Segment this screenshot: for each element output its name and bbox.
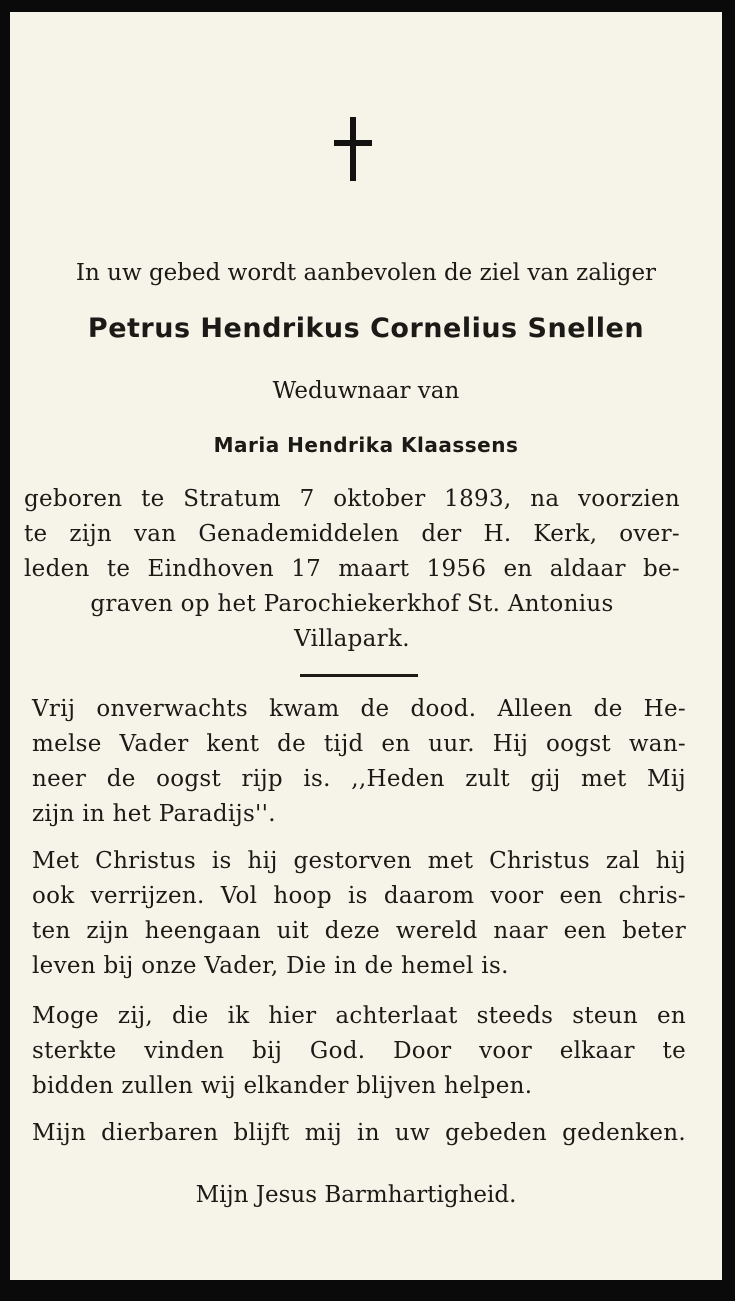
verse-line: Mijn dierbaren blijft mij in uw gebeden gedenken. bbox=[32, 1120, 686, 1146]
verse-line: ten zijn heengaan uit deze wereld naar een beter bbox=[32, 918, 686, 944]
verse-paragraph-3 bbox=[32, 999, 686, 1104]
intro-text: In uw gebed wordt aanbevolen de ziel van zaliger bbox=[75, 260, 657, 286]
verse-line: leven bij onze Vader, Die in de hemel is. bbox=[32, 953, 509, 979]
verse-paragraph-4 bbox=[32, 1116, 686, 1151]
divider bbox=[300, 674, 418, 677]
verse-line: Moge zij, die ik hier achterlaat steeds steun en bbox=[32, 1003, 686, 1029]
verse-line: sterkte vinden bij God. Door voor elkaar te bbox=[32, 1038, 686, 1064]
verse-line: neer de oogst rijp is. ,,Heden zult gij met Mij bbox=[32, 766, 686, 792]
bio-line: graven op het Parochiekerkhof St. Antonius bbox=[90, 591, 614, 617]
relation-text: Weduwnaar van bbox=[272, 378, 460, 404]
bio-line: geboren te Stratum 7 oktober 1893, na voorzien bbox=[24, 486, 680, 512]
verse-line: ook verrijzen. Vol hoop is daarom voor een chris- bbox=[32, 883, 686, 909]
memorial-card bbox=[10, 12, 722, 1280]
verse-paragraph-1 bbox=[32, 692, 686, 832]
spouse-name: Maria Hendrika Klaassens bbox=[213, 433, 519, 457]
verse-line: Vrij onverwachts kwam de dood. Alleen de He- bbox=[32, 696, 686, 722]
bio-line: Villapark. bbox=[294, 626, 410, 652]
deceased-name: Petrus Hendrikus Cornelius Snellen bbox=[87, 313, 645, 344]
bio-paragraph bbox=[24, 482, 680, 657]
verse-line: bidden zullen wij elkander blijven helpen. bbox=[32, 1073, 533, 1099]
verse-line: melse Vader kent de tijd en uur. Hij oogst wan- bbox=[32, 731, 686, 757]
verse-line: Met Christus is hij gestorven met Christus zal hij bbox=[32, 848, 686, 874]
verse-paragraph-2 bbox=[32, 844, 686, 984]
cross-icon bbox=[334, 117, 372, 181]
bio-line: leden te Eindhoven 17 maart 1956 en aldaar be- bbox=[24, 556, 680, 582]
verse-line: zijn in het Paradijs''. bbox=[32, 801, 276, 827]
bio-line: te zijn van Genademiddelen der H. Kerk, over- bbox=[24, 521, 680, 547]
closing-text: Mijn Jesus Barmhartigheid. bbox=[195, 1182, 517, 1208]
